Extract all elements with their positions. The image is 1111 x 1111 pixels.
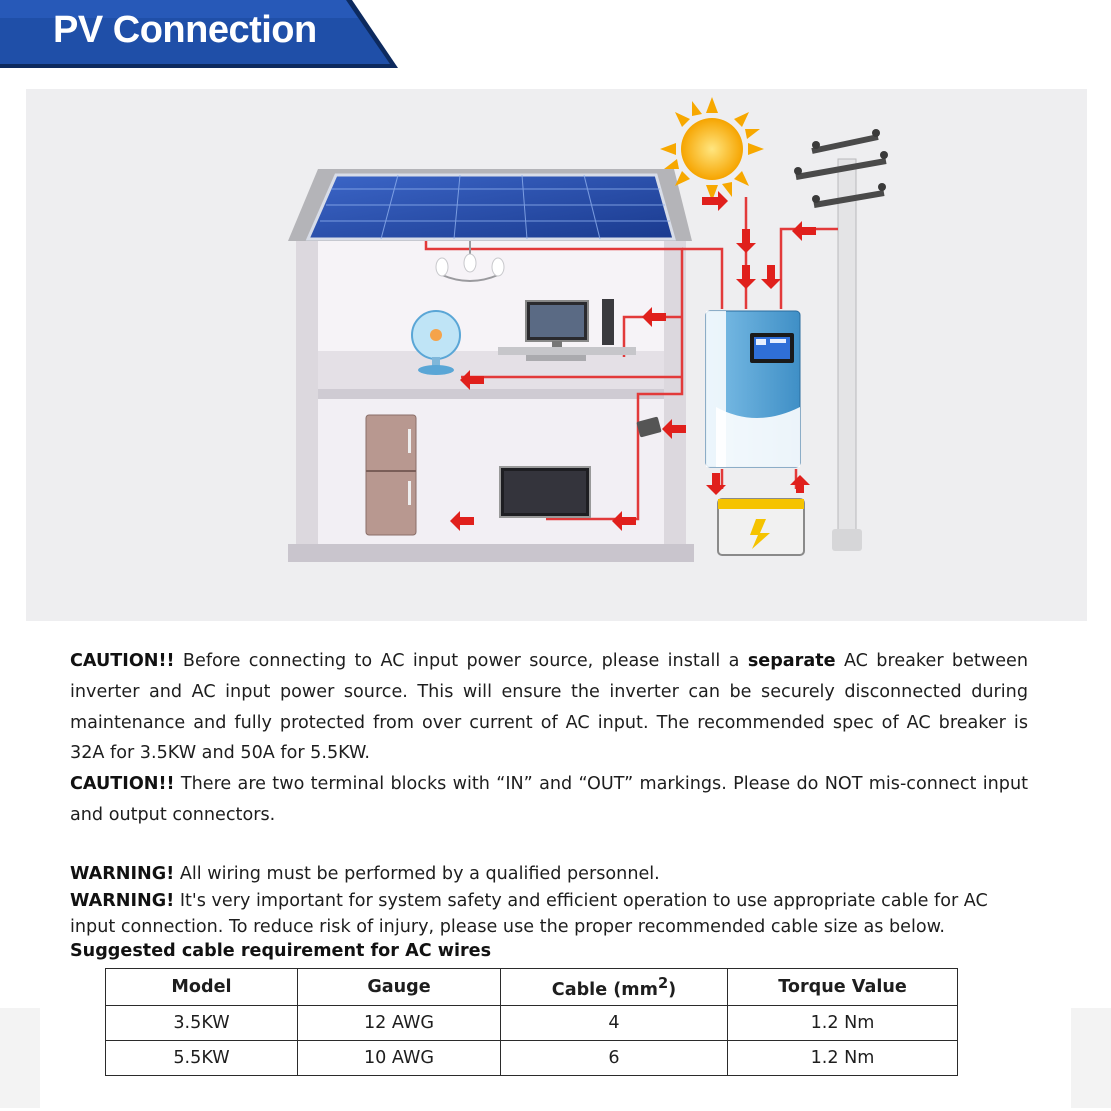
- utility-pole-icon: [794, 129, 888, 551]
- left-edge-panel: [0, 1008, 40, 1108]
- caution-emphasis: separate: [747, 651, 836, 671]
- header-gauge: Gauge: [298, 969, 501, 1006]
- caution-text-before: Before connecting to AC input power source, please install a: [174, 651, 748, 671]
- header-cable-close: ): [668, 979, 677, 1000]
- cell-model: 5.5KW: [106, 1041, 298, 1076]
- caution-text: There are two terminal blocks with “IN” and “OUT” markings. Please do NOT mis-connect input and output connectors.: [70, 774, 1028, 825]
- cell-torque: 1.2 Nm: [728, 1006, 958, 1041]
- caution-label: CAUTION!!: [70, 651, 175, 671]
- caution-paragraph-1: [70, 646, 1028, 769]
- table-row: [106, 1006, 958, 1041]
- caution-label: CAUTION!!: [70, 774, 175, 795]
- cell-model: 3.5KW: [106, 1006, 298, 1041]
- table-row: [106, 1041, 958, 1076]
- refrigerator-icon: [366, 415, 416, 535]
- table-header-row: [106, 969, 958, 1006]
- caution-paragraph-2: [70, 769, 1028, 831]
- warning-paragraph-1: [70, 862, 1028, 888]
- header-model: Model: [106, 969, 298, 1006]
- warning-text: It's very important for system safety and efficient operation to use appropriate cable for AC input connection. To reduce risk of injury, please use the proper recommended cable size as below.: [70, 891, 988, 937]
- sun-icon: [660, 97, 764, 201]
- table-title: Suggested cable requirement for AC wires: [70, 941, 492, 961]
- page-title: PV Connection: [53, 9, 317, 51]
- right-edge-panel: [1071, 1008, 1111, 1108]
- header-cable-sup: 2: [657, 974, 669, 992]
- title-banner: [0, 0, 400, 68]
- cell-cable: 6: [501, 1041, 728, 1076]
- warning-label: WARNING!: [70, 891, 175, 911]
- pv-connection-diagram: [26, 89, 1087, 621]
- television-icon: [500, 467, 590, 517]
- header-torque: Torque Value: [728, 969, 958, 1006]
- cell-cable: 4: [501, 1006, 728, 1041]
- cell-gauge: 12 AWG: [298, 1006, 501, 1041]
- solar-panel-icon: [308, 175, 674, 239]
- header-cable: [501, 969, 728, 1006]
- inverter-icon: [706, 311, 800, 467]
- warning-text: All wiring must be performed by a qualified personnel.: [174, 864, 660, 884]
- warning-paragraph-2: [70, 889, 1028, 940]
- cell-gauge: 10 AWG: [298, 1041, 501, 1076]
- caution-text-after: AC breaker between inverter and AC input power source. This will ensure the inverter can be securely disconnected during maintenance and fully protected from over current of AC input. The recommended spec of AC breaker is 32A for 3.5KW and 50A for 5.5KW.: [70, 651, 1028, 764]
- cell-torque: 1.2 Nm: [728, 1041, 958, 1076]
- battery-icon: [718, 499, 804, 555]
- warning-label: WARNING!: [70, 864, 175, 884]
- caution-section: [70, 646, 1028, 831]
- cable-requirement-table: [105, 968, 958, 1076]
- header-cable-label: Cable (mm: [551, 979, 658, 1000]
